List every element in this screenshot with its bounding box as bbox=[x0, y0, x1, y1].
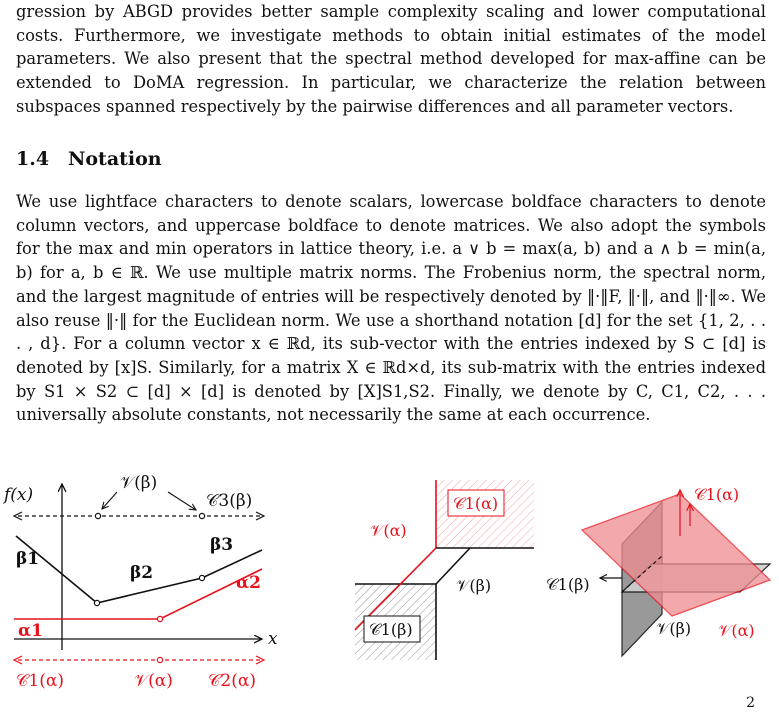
section-heading bbox=[16, 148, 162, 170]
right-label-v-alpha: 𝒱(α) bbox=[718, 621, 755, 640]
right-label-v-beta: 𝒱(β) bbox=[656, 619, 692, 638]
y-axis-label: f(x) bbox=[4, 485, 34, 505]
mid-label-v-beta: 𝒱(β) bbox=[456, 576, 492, 595]
label-beta3: β3 bbox=[210, 535, 234, 555]
alpha-kink bbox=[157, 616, 162, 621]
label-alpha2: α2 bbox=[236, 573, 261, 593]
section-number: 1.4 bbox=[16, 148, 50, 170]
label-c2-alpha: 𝒞2(α) bbox=[208, 671, 256, 691]
left-panel bbox=[2, 474, 278, 691]
section-title: Notation bbox=[68, 148, 162, 170]
label-c1-alpha: 𝒞1(α) bbox=[16, 671, 64, 691]
middle-panel bbox=[355, 480, 534, 660]
beta-kink-2 bbox=[199, 575, 204, 580]
label-v-beta: 𝒱(β) bbox=[120, 474, 158, 493]
beta-kink-1 bbox=[94, 600, 99, 605]
mid-label-c1-beta: 𝒞1(β) bbox=[369, 620, 413, 639]
figure bbox=[0, 474, 779, 694]
label-beta2: β2 bbox=[130, 563, 154, 583]
mid-label-c1-alpha: 𝒞1(α) bbox=[453, 494, 499, 513]
intro-paragraph: gression by ABGD provides better sample complexity scaling and lower computational costs. Furthermore, we investigate methods to obtain initial estimates of the model parameters. We also present that the spectral method developed for max-affine can be extended to DoMA regression. In particular, we characterize the relation between subspaces spanned respectively by the pairwise differences and all parameter vectors. bbox=[16, 2, 766, 116]
page-number: 2 bbox=[746, 695, 755, 711]
label-beta1: β1 bbox=[16, 549, 40, 569]
top-point-right bbox=[199, 513, 204, 518]
figure-svg bbox=[0, 474, 779, 694]
top-point-left bbox=[95, 513, 100, 518]
label-c3-beta: 𝒞3(β) bbox=[206, 491, 253, 511]
right-label-c1-beta: 𝒞1(β) bbox=[546, 575, 590, 594]
mid-label-v-alpha: 𝒱(α) bbox=[370, 521, 407, 540]
right-label-c1-alpha: 𝒞1(α) bbox=[694, 485, 740, 504]
label-v-alpha: 𝒱(α) bbox=[134, 671, 173, 691]
right-panel bbox=[546, 485, 770, 656]
label-alpha1: α1 bbox=[18, 621, 43, 641]
bottom-point bbox=[157, 657, 162, 662]
x-axis-label: x bbox=[268, 629, 278, 649]
notation-paragraph: We use lightface characters to denote scalars, lowercase boldface characters to denote column vectors, and uppercase boldface to denote matrices. We also adopt the symbols for the max and min operators in lattice theory, i.e. a ∨ b = max(a, b) and a ∧ b = min(a, b) for a, b ∈ ℝ. We use multiple matrix norms. The Frobenius norm, the spectral norm, and the largest magnitude of entries will be respectively denoted by ‖·‖F, ‖·‖, and ‖·‖∞. We also reuse ‖·‖ for the Euclidean norm. We use a shorthand notation [d] for the set {1, 2, . . . , d}. For a column vector x ∈ ℝd, its sub-vector with the entries indexed by S ⊂ [d] is denoted by [x]S. Similarly, for a matrix X ∈ ℝd×d, its sub-matrix with the entries indexed by S1 × S2 ⊂ [d] × [d] is denoted by [X]S1,S2. Finally, we denote by C, C1, C2, . . . universally absolute constants, not necessarily the same at each occurrence. bbox=[16, 192, 766, 425]
